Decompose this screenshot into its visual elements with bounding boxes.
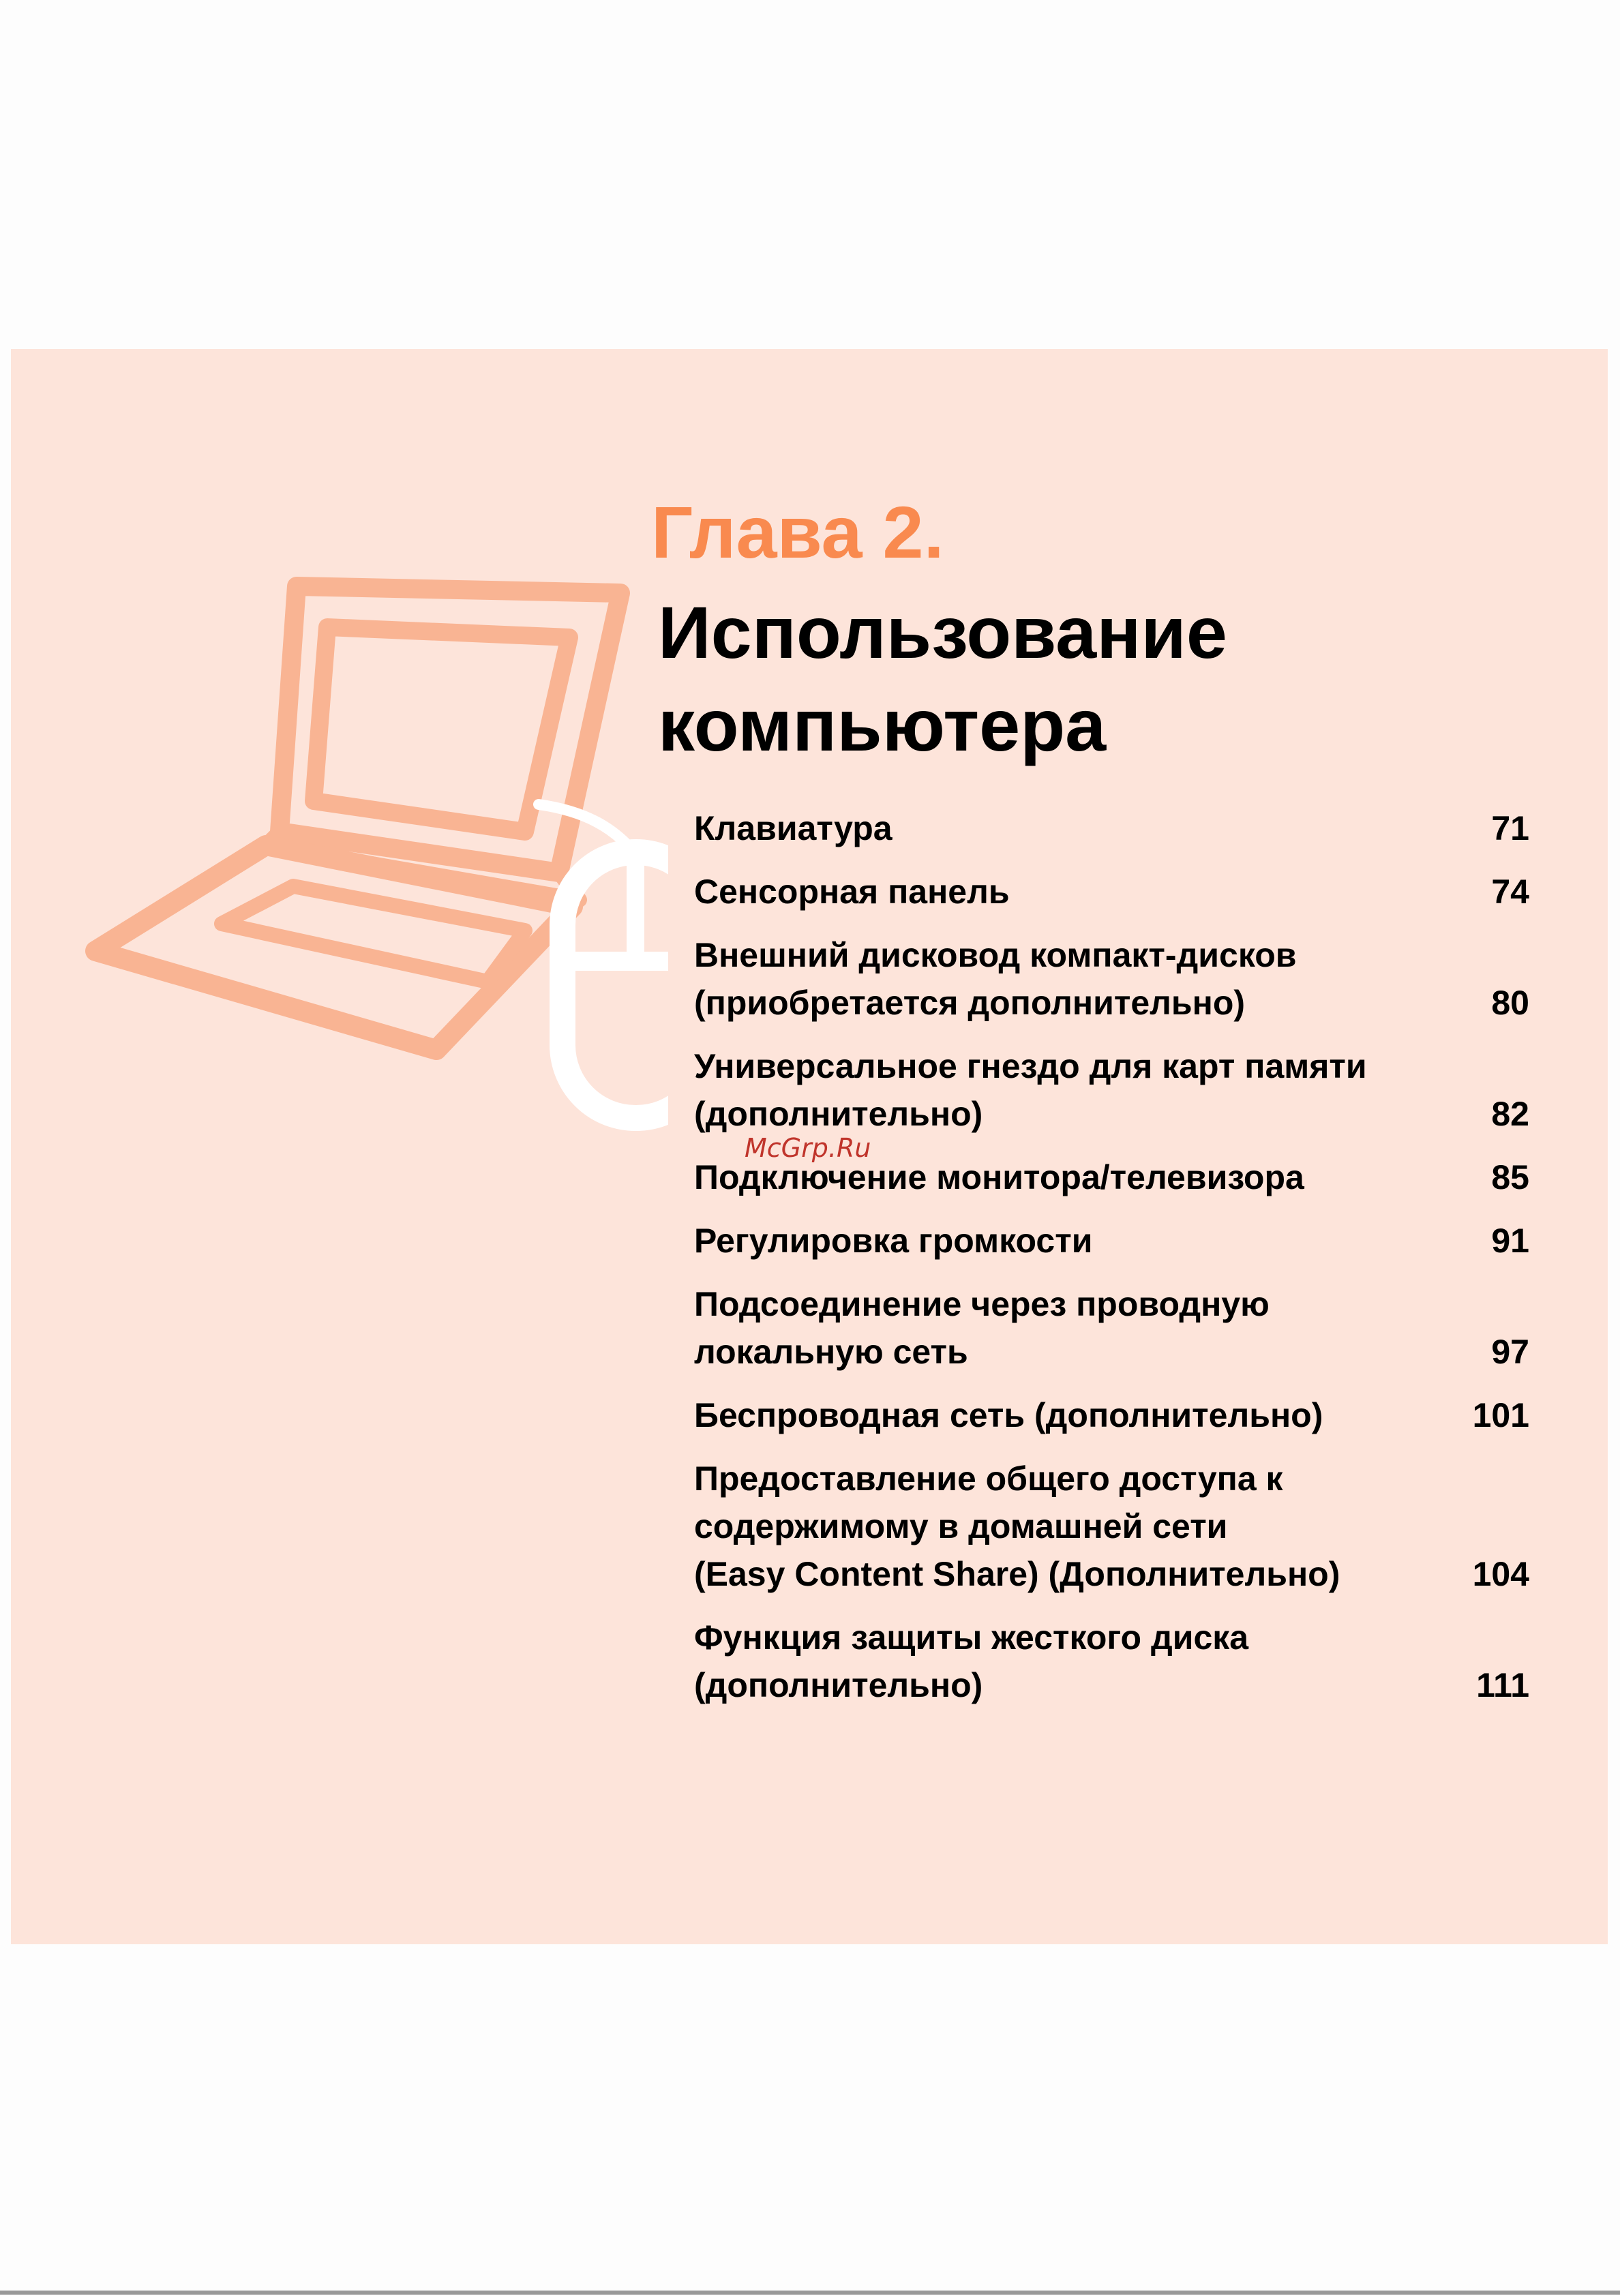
toc-item[interactable] (694, 1042, 1529, 1138)
toc-item-title: Регулировка громкости (694, 1222, 1093, 1260)
laptop-icon (95, 586, 620, 1050)
toc-item-title: Внешний дисковод компакт-дисков (приобретается дополнительно) (694, 936, 1297, 1022)
bottom-rule (0, 2291, 1620, 2295)
toc-item[interactable] (694, 1217, 1529, 1265)
toc-item-page: 82 (1491, 1095, 1529, 1133)
toc-item[interactable] (694, 1391, 1529, 1439)
toc-item-title: Подсоединение через проводную локальную сеть (694, 1285, 1270, 1371)
toc-item-title: Клавиатура (694, 809, 892, 847)
toc-item-page: 101 (1472, 1396, 1529, 1434)
toc-item[interactable] (694, 804, 1529, 852)
toc-item[interactable] (694, 1614, 1529, 1709)
toc-item[interactable] (694, 1455, 1529, 1598)
toc-item-title: Подключение монитора/телевизора (694, 1158, 1304, 1196)
toc-item-title: Универсальное гнездо для карт памяти (дополнительно) (694, 1047, 1367, 1133)
toc-item-page: 97 (1491, 1333, 1529, 1371)
laptop-mouse-illustration (82, 573, 668, 1159)
toc-item-title: Предоставление общего доступа к содержимому в домашней сети (Easy Content Share) (Дополнительно) (694, 1460, 1340, 1593)
toc-item-page: 85 (1491, 1158, 1529, 1196)
toc-item[interactable] (694, 931, 1529, 1027)
toc-item-page: 71 (1491, 809, 1529, 847)
toc-item-page: 91 (1491, 1222, 1529, 1260)
watermark: McGrp.Ru (745, 1133, 871, 1163)
chapter-title: Использование компьютера (658, 591, 1227, 766)
toc-item-title: Сенсорная панель (694, 873, 1010, 911)
toc-item-title: Беспроводная сеть (дополнительно) (694, 1396, 1323, 1434)
toc-item[interactable] (694, 1280, 1529, 1376)
toc-item-title: Функция защиты жесткого диска (дополнительно) (694, 1618, 1249, 1704)
toc-item-page: 111 (1476, 1666, 1529, 1704)
table-of-contents (694, 804, 1529, 1725)
toc-item-page: 104 (1472, 1555, 1529, 1593)
toc-item-page: 80 (1491, 984, 1529, 1022)
toc-item[interactable] (694, 868, 1529, 916)
toc-item-page: 74 (1491, 873, 1529, 911)
chapter-label: Глава 2. (651, 491, 944, 573)
